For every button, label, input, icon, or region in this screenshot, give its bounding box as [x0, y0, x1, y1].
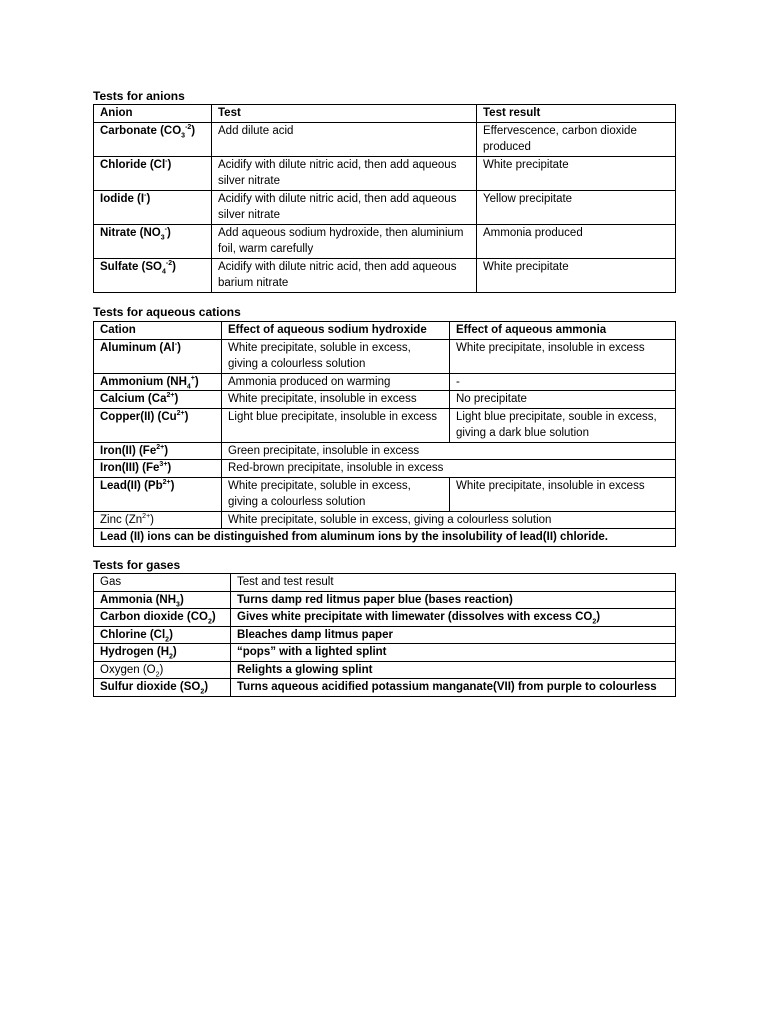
cation-name: Calcium $(Ca^{2+})$: [94, 391, 222, 409]
anions-section-title: Tests for anions: [93, 89, 185, 103]
naoh-effect: Light blue precipitate, insoluble in excess: [222, 408, 450, 442]
merged-effect: White precipitate, soluble in excess, giving a colourless solution: [222, 511, 676, 529]
anion-result: White precipitate: [477, 156, 676, 190]
anion-test: Acidify with dilute nitric acid, then add aqueous barium nitrate: [212, 258, 477, 292]
gas-name: Hydrogen $(H_2)$: [94, 644, 231, 662]
table-row: [94, 442, 676, 460]
anion-test: Acidify with dilute nitric acid, then add aqueous silver nitrate: [212, 190, 477, 224]
column-header: Gas: [94, 574, 231, 592]
cation-name: Lead(II) $(Pb^{2+})$: [94, 477, 222, 511]
gas-test-result: Gives white precipitate with limewater (dissolves with excess $CO_2$): [231, 609, 676, 627]
cations-section-title: Tests for aqueous cations: [93, 305, 241, 319]
table-row: [94, 679, 676, 697]
column-header: Effect of aqueous ammonia: [450, 322, 676, 340]
table-row: [94, 156, 676, 190]
cations-table: [93, 321, 676, 547]
table-row: [94, 190, 676, 224]
merged-effect: Red-brown precipitate, insoluble in excess: [222, 460, 676, 478]
gas-name: Oxygen $(O_2)$: [94, 661, 231, 679]
table-row: [94, 258, 676, 292]
naoh-effect: Ammonia produced on warming: [222, 373, 450, 391]
cation-name: Iron(III) $(Fe^{3+})$: [94, 460, 222, 478]
ammonia-effect: No precipitate: [450, 391, 676, 409]
column-header: Anion: [94, 105, 212, 123]
table-header-row: [94, 322, 676, 340]
table-row: [94, 339, 676, 373]
cation-name: Zinc $(Zn^{2+})$: [94, 511, 222, 529]
ammonia-effect: White precipitate, insoluble in excess: [450, 339, 676, 373]
table-row: [94, 661, 676, 679]
table-row: [94, 644, 676, 662]
cation-name: Iron(II) $(Fe^{2+})$: [94, 442, 222, 460]
cation-name: Aluminum (Al-): [94, 339, 222, 373]
anion-result: Yellow precipitate: [477, 190, 676, 224]
anion-name: Carbonate $(CO_3^{-2})$: [94, 122, 212, 156]
table-row: [94, 408, 676, 442]
anion-name: Sulfate $(SO_4^{-2})$: [94, 258, 212, 292]
anion-result: Ammonia produced: [477, 224, 676, 258]
column-header: Test result: [477, 105, 676, 123]
anion-test: Acidify with dilute nitric acid, then add aqueous silver nitrate: [212, 156, 477, 190]
gas-test-result: “pops” with a lighted splint: [231, 644, 676, 662]
naoh-effect: White precipitate, soluble in excess, giving a colourless solution: [222, 339, 450, 373]
table-header-row: [94, 105, 676, 123]
column-header: Effect of aqueous sodium hydroxide: [222, 322, 450, 340]
anion-name: Chloride (Cl-): [94, 156, 212, 190]
gas-name: Ammonia $(NH_3)$: [94, 591, 231, 609]
naoh-effect: White precipitate, soluble in excess, giving a colourless solution: [222, 477, 450, 511]
gas-name: Carbon dioxide $(CO_2)$: [94, 609, 231, 627]
gas-name: Sulfur dioxide $(SO_2)$: [94, 679, 231, 697]
table-row: [94, 511, 676, 529]
table-row: [94, 477, 676, 511]
ammonia-effect: Light blue precipitate, souble in excess, giving a dark blue solution: [450, 408, 676, 442]
gases-section-title: Tests for gases: [93, 558, 181, 572]
gas-name: Chlorine $(Cl_2)$: [94, 626, 231, 644]
column-header: Test: [212, 105, 477, 123]
column-header: Cation: [94, 322, 222, 340]
table-row: [94, 460, 676, 478]
gases-table: [93, 573, 676, 697]
anion-name: Iodide (I-): [94, 190, 212, 224]
anion-name: Nitrate $(NO_3^-)$: [94, 224, 212, 258]
merged-effect: Green precipitate, insoluble in excess: [222, 442, 676, 460]
anion-result: Effervescence, carbon dioxide produced: [477, 122, 676, 156]
gas-test-result: Turns damp red litmus paper blue (bases reaction): [231, 591, 676, 609]
cation-name: Copper(II) $(Cu^{2+})$: [94, 408, 222, 442]
table-row: [94, 529, 676, 547]
column-header: Test and test result: [231, 574, 676, 592]
ammonia-effect: White precipitate, insoluble in excess: [450, 477, 676, 511]
naoh-effect: White precipitate, insoluble in excess: [222, 391, 450, 409]
table-row: [94, 626, 676, 644]
gas-test-result: Bleaches damp litmus paper: [231, 626, 676, 644]
ammonia-effect: -: [450, 373, 676, 391]
table-row: [94, 122, 676, 156]
anion-test: Add aqueous sodium hydroxide, then aluminium foil, warm carefully: [212, 224, 477, 258]
gas-test-result: Relights a glowing splint: [231, 661, 676, 679]
cation-name: Ammonium $(NH_4^+)$: [94, 373, 222, 391]
cations-note: Lead (II) ions can be distinguished from aluminum ions by the insolubility of lead(II) chloride.: [94, 529, 676, 547]
table-row: [94, 373, 676, 391]
table-header-row: [94, 574, 676, 592]
table-row: [94, 609, 676, 627]
gas-test-result: Turns aqueous acidified potassium manganate(VII) from purple to colourless: [231, 679, 676, 697]
table-row: [94, 224, 676, 258]
anion-result: White precipitate: [477, 258, 676, 292]
anions-table: [93, 104, 676, 293]
anion-test: Add dilute acid: [212, 122, 477, 156]
table-row: [94, 591, 676, 609]
table-row: [94, 391, 676, 409]
